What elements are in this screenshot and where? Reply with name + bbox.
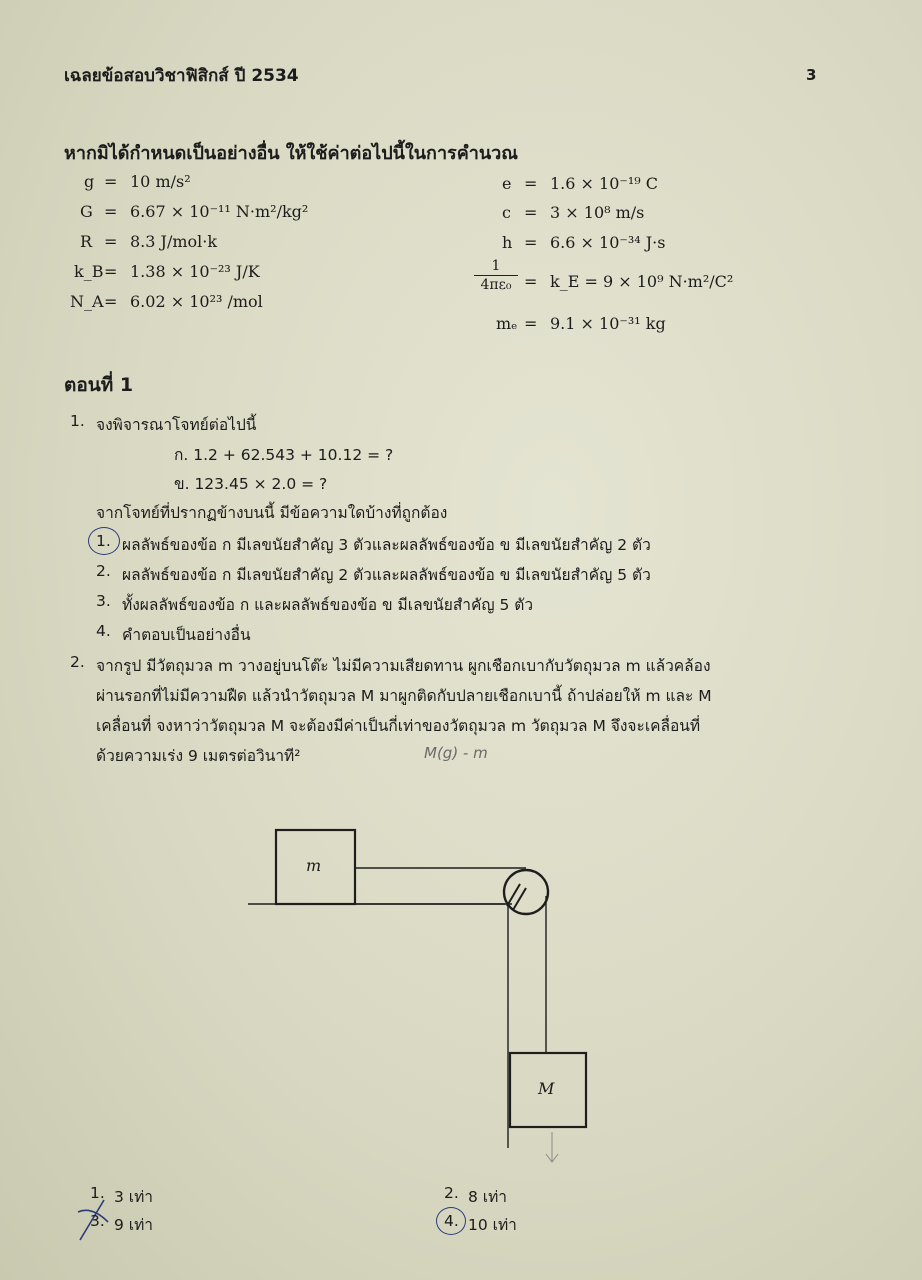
header-title: เฉลยข้อสอบวิชาฟิสิกส์ ปี 2534	[64, 66, 299, 86]
const-me-value: 9.1 × 10⁻³¹ kg	[550, 314, 666, 333]
q1-choice-2-number[interactable]: 2.	[96, 562, 111, 580]
const-G-symbol: G	[80, 202, 93, 221]
const-R-value: 8.3 J/mol·k	[130, 232, 218, 251]
const-R-symbol: R	[80, 232, 93, 251]
q2-choice-2-text[interactable]: 8 เท่า	[468, 1188, 508, 1206]
const-e-value: 1.6 × 10⁻¹⁹ C	[550, 174, 658, 193]
const-h-value: 6.6 × 10⁻³⁴ J·s	[550, 233, 666, 252]
fraction-numerator: 1	[491, 258, 501, 274]
q1-choice-4-text[interactable]: คำตอบเป็นอย่างอื่น	[122, 626, 251, 644]
q2-choice-1-text[interactable]: 3 เท่า	[114, 1188, 154, 1206]
q2-choice-3-text[interactable]: 9 เท่า	[114, 1216, 154, 1234]
const-NA-value: 6.02 × 10²³ /mol	[130, 292, 263, 311]
const-h-eq: =	[524, 233, 538, 252]
const-g-value: 10 m/s²	[130, 172, 191, 191]
q2-line-3: เคลื่อนที่ จงหาว่าวัตถุมวล M จะต้องมีค่าเป็นกี่เท่าของวัตถุมวล m วัตถุมวล M จึงจะเคลื่อนที่	[96, 717, 701, 735]
q1-choice-2-text[interactable]: ผลลัพธ์ของข้อ ก มีเลขนัยสำคัญ 2 ตัวและผลลัพธ์ของข้อ ข มีเลขนัยสำคัญ 5 ตัว	[122, 566, 651, 584]
q1-prompt: จากโจทย์ที่ปรากฏข้างบนนี้ มีข้อความใดบ้างที่ถูกต้อง	[96, 504, 448, 522]
const-g-eq: =	[104, 172, 118, 191]
const-G-value: 6.67 × 10⁻¹¹ N·m²/kg²	[130, 202, 309, 221]
q1-part-b: ข. 123.45 × 2.0 = ?	[174, 475, 328, 493]
q1-choice-4-number[interactable]: 4.	[96, 622, 111, 640]
q1-choice-3-text[interactable]: ทั้งผลลัพธ์ของข้อ ก และผลลัพธ์ของข้อ ข มีเลขนัยสำคัญ 5 ตัว	[122, 596, 534, 614]
small-block-label: m	[306, 856, 322, 875]
q1-stem: จงพิจารณาโจทย์ต่อไปนี้	[96, 416, 257, 434]
q2-line-2: ผ่านรอกที่ไม่มีความฝืด แล้วนำวัตถุมวล M มาผูกติดกับปลายเชือกเบานี้ ถ้าปล่อยให้ m และ M	[96, 687, 712, 705]
const-me-eq: =	[524, 314, 538, 333]
const-c-symbol: c	[502, 203, 511, 222]
const-kB-value: 1.38 × 10⁻²³ J/K	[130, 262, 260, 281]
const-e-eq: =	[524, 174, 538, 193]
fraction-denominator: 4πε₀	[480, 277, 512, 293]
const-kB-eq: =	[104, 262, 118, 281]
const-h-symbol: h	[502, 233, 513, 252]
const-c-value: 3 × 10⁸ m/s	[550, 203, 645, 222]
const-kE-value: k_E = 9 × 10⁹ N·m²/C²	[550, 272, 734, 291]
handwritten-note: M(g) - m	[424, 744, 488, 762]
q1-number: 1.	[70, 412, 85, 430]
q1-part-a: ก. 1.2 + 62.543 + 10.12 = ?	[174, 446, 394, 464]
large-block-label: M	[538, 1079, 555, 1098]
q2-choice-2-number[interactable]: 2.	[444, 1184, 459, 1202]
q2-choice-3-number[interactable]: 3.	[90, 1212, 105, 1230]
q1-choice-3-number[interactable]: 3.	[96, 592, 111, 610]
const-c-eq: =	[524, 203, 538, 222]
const-G-eq: =	[104, 202, 118, 221]
const-g-symbol: g	[84, 172, 95, 191]
q1-choice-1-number[interactable]: 1.	[96, 532, 111, 550]
const-R-eq: =	[104, 232, 118, 251]
q2-number: 2.	[70, 653, 85, 671]
constants-intro: หากมิได้กำหนดเป็นอย่างอื่น ให้ใช้ค่าต่อไปนี้ในการคำนวณ	[64, 143, 518, 164]
part-title: ตอนที่ 1	[64, 374, 134, 396]
q1-choice-1-text[interactable]: ผลลัพธ์ของข้อ ก มีเลขนัยสำคัญ 3 ตัวและผลลัพธ์ของข้อ ข มีเลขนัยสำคัญ 2 ตัว	[122, 536, 651, 554]
q2-choice-1-number[interactable]: 1.	[90, 1184, 105, 1202]
const-me-symbol: mₑ	[496, 314, 518, 333]
const-NA-symbol: N_A	[70, 292, 104, 311]
q2-choice-4-text[interactable]: 10 เท่า	[468, 1216, 517, 1234]
page-number: 3	[806, 66, 817, 84]
const-kE-eq: =	[524, 272, 538, 291]
const-kB-symbol: k_B	[74, 262, 104, 281]
q2-line-1: จากรูป มีวัตถุมวล m วางอยู่บนโต๊ะ ไม่มีความเสียดทาน ผูกเชือกเบากับวัตถุมวล m แล้วคล้อง	[96, 657, 711, 675]
const-e-symbol: e	[502, 174, 512, 193]
const-NA-eq: =	[104, 292, 118, 311]
q2-line-4: ด้วยความเร่ง 9 เมตรต่อวินาที²	[96, 747, 301, 765]
q2-choice-4-number[interactable]: 4.	[444, 1212, 459, 1230]
